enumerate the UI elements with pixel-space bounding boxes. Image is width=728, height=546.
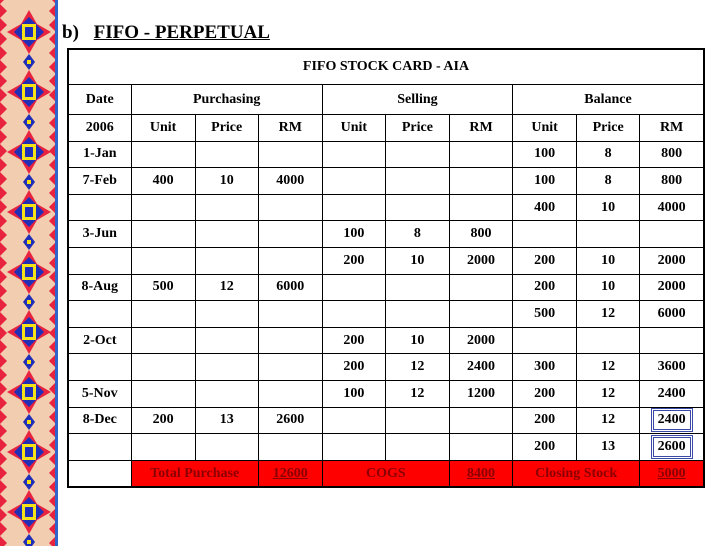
table-cell [322, 301, 385, 328]
table-cell [195, 194, 258, 221]
table-cell [640, 221, 704, 248]
table-cell: 2400 [449, 354, 512, 381]
subheader-cell: RM [449, 115, 512, 142]
table-cell [322, 407, 385, 434]
table-cell: 12 [577, 301, 640, 328]
table-cell: 4000 [640, 194, 704, 221]
table-cell: 8-Aug [68, 274, 131, 301]
table-cell [68, 354, 131, 381]
table-cell: 6000 [640, 301, 704, 328]
table-cell: 200 [513, 407, 577, 434]
table-row [68, 434, 704, 461]
table-cell: 200 [322, 354, 385, 381]
table-cell [68, 194, 131, 221]
table-cell: 400 [131, 168, 195, 195]
table-row [68, 247, 704, 274]
table-cell [385, 407, 449, 434]
table-cell: 3-Jun [68, 221, 131, 248]
table-cell [68, 247, 131, 274]
header-balance: Balance [513, 85, 704, 115]
table-cell [258, 327, 322, 354]
table-cell: 100 [513, 168, 577, 195]
totals-blank-cell [68, 460, 131, 487]
closing-stock-label: Closing Stock [513, 460, 640, 487]
section-label: b) [62, 22, 79, 43]
header-date: Date [68, 85, 131, 115]
table-cell [640, 407, 704, 434]
table-cell [195, 327, 258, 354]
table-cell [640, 434, 704, 461]
table-cell: 1-Jan [68, 141, 131, 168]
subheader-cell: Price [385, 115, 449, 142]
stock-card-table [67, 48, 705, 488]
table-cell [258, 221, 322, 248]
table-cell [385, 301, 449, 328]
total-purchase-label: Total Purchase [131, 460, 258, 487]
table-cell: 2-Oct [68, 327, 131, 354]
table-cell: 1200 [449, 380, 512, 407]
table-cell [449, 274, 512, 301]
total-purchase-value-text: 12600 [272, 465, 308, 481]
table-cell: 200 [513, 434, 577, 461]
table-cell [322, 434, 385, 461]
table-cell [640, 327, 704, 354]
table-cell [449, 141, 512, 168]
table-cell [258, 434, 322, 461]
subheader-cell: 2006 [68, 115, 131, 142]
group-header-row [68, 85, 704, 115]
table-cell [258, 141, 322, 168]
table-cell [258, 354, 322, 381]
table-row [68, 301, 704, 328]
table-cell: 100 [322, 221, 385, 248]
subheader-cell: RM [640, 115, 704, 142]
caption-row [68, 49, 704, 85]
table-cell [131, 327, 195, 354]
table-cell: 12 [577, 380, 640, 407]
table-cell [195, 141, 258, 168]
cogs-value [449, 460, 512, 487]
totals-row [68, 460, 704, 487]
table-cell [385, 194, 449, 221]
table-cell [258, 301, 322, 328]
table-cell: 8-Dec [68, 407, 131, 434]
table-cell [131, 434, 195, 461]
table-cell [195, 434, 258, 461]
subheader-cell: Price [577, 115, 640, 142]
table-cell: 2000 [449, 247, 512, 274]
table-cell [195, 221, 258, 248]
table-cell: 13 [195, 407, 258, 434]
table-row [68, 194, 704, 221]
table-cell [385, 434, 449, 461]
table-cell: 8 [577, 168, 640, 195]
cogs-value-text: 8400 [467, 465, 495, 481]
table-cell [322, 168, 385, 195]
table-cell: 500 [131, 274, 195, 301]
table-cell [449, 434, 512, 461]
table-caption: FIFO STOCK CARD - AIA [68, 49, 704, 85]
table-cell [131, 301, 195, 328]
table-cell: 200 [131, 407, 195, 434]
subheader-cell: Unit [131, 115, 195, 142]
table-cell: 400 [513, 194, 577, 221]
table-cell: 13 [577, 434, 640, 461]
table-cell [385, 168, 449, 195]
table-cell [513, 327, 577, 354]
decorative-border [0, 0, 58, 546]
table-cell: 12 [385, 380, 449, 407]
table-body [68, 141, 704, 460]
subheader-cell: Unit [322, 115, 385, 142]
table-cell: 200 [322, 247, 385, 274]
table-cell: 6000 [258, 274, 322, 301]
tribal-pattern-graphic [0, 0, 56, 546]
table-cell: 200 [513, 247, 577, 274]
table-cell: 2000 [449, 327, 512, 354]
table-cell: 12 [577, 354, 640, 381]
table-cell [131, 247, 195, 274]
table-row [68, 221, 704, 248]
table-cell: 10 [577, 274, 640, 301]
header-purchasing: Purchasing [131, 85, 322, 115]
table-cell [449, 407, 512, 434]
table-cell [195, 354, 258, 381]
table-cell: 4000 [258, 168, 322, 195]
table-cell: 2000 [640, 274, 704, 301]
table-cell [68, 434, 131, 461]
table-cell [131, 354, 195, 381]
table-cell [258, 247, 322, 274]
table-cell: 800 [640, 168, 704, 195]
table-cell: 7-Feb [68, 168, 131, 195]
table-cell [449, 168, 512, 195]
table-cell [449, 194, 512, 221]
table-cell [68, 301, 131, 328]
table-cell [513, 221, 577, 248]
table-cell [385, 141, 449, 168]
table-cell [385, 274, 449, 301]
table-cell: 10 [385, 327, 449, 354]
table-cell [258, 194, 322, 221]
table-cell: 2000 [640, 247, 704, 274]
table-cell: 10 [577, 247, 640, 274]
table-cell: 10 [577, 194, 640, 221]
table-cell: 500 [513, 301, 577, 328]
header-selling: Selling [322, 85, 512, 115]
table-cell: 10 [385, 247, 449, 274]
table-cell: 200 [513, 380, 577, 407]
table-cell [131, 221, 195, 248]
total-purchase-value [258, 460, 322, 487]
cogs-label: COGS [322, 460, 449, 487]
subheader-cell: Unit [513, 115, 577, 142]
table-cell [131, 380, 195, 407]
table-row [68, 274, 704, 301]
table-cell: 3600 [640, 354, 704, 381]
table-cell [195, 301, 258, 328]
subheader-cell: RM [258, 115, 322, 142]
table-cell [322, 194, 385, 221]
table-cell: 800 [449, 221, 512, 248]
table-row [68, 168, 704, 195]
section-title: FIFO - PERPETUAL [93, 22, 270, 43]
table-cell [322, 141, 385, 168]
table-cell: 200 [322, 327, 385, 354]
table-cell [577, 327, 640, 354]
table-row [68, 141, 704, 168]
table-cell [195, 247, 258, 274]
table-cell: 100 [322, 380, 385, 407]
table-cell: 12 [577, 407, 640, 434]
table-row [68, 354, 704, 381]
table-cell: 100 [513, 141, 577, 168]
table-row [68, 327, 704, 354]
section-heading [62, 22, 270, 44]
table-cell [322, 274, 385, 301]
table-row [68, 380, 704, 407]
table-cell: 12 [195, 274, 258, 301]
closing-stock-value [640, 460, 704, 487]
table-cell: 2600 [258, 407, 322, 434]
table-cell: 800 [640, 141, 704, 168]
subheader-cell: Price [195, 115, 258, 142]
table-cell [131, 194, 195, 221]
table-cell: 200 [513, 274, 577, 301]
table-cell [258, 380, 322, 407]
highlighted-value: 2600 [651, 435, 693, 459]
subheader-row [68, 115, 704, 142]
table-cell [577, 221, 640, 248]
table-cell: 8 [577, 141, 640, 168]
table-cell [195, 380, 258, 407]
table-cell: 5-Nov [68, 380, 131, 407]
table-cell: 10 [195, 168, 258, 195]
table-cell [131, 141, 195, 168]
closing-stock-value-text: 5000 [657, 465, 686, 481]
table-cell: 8 [385, 221, 449, 248]
highlighted-value: 2400 [651, 408, 693, 432]
table-cell [449, 301, 512, 328]
table-cell: 2400 [640, 380, 704, 407]
table-cell: 12 [385, 354, 449, 381]
table-row [68, 407, 704, 434]
table-cell: 300 [513, 354, 577, 381]
